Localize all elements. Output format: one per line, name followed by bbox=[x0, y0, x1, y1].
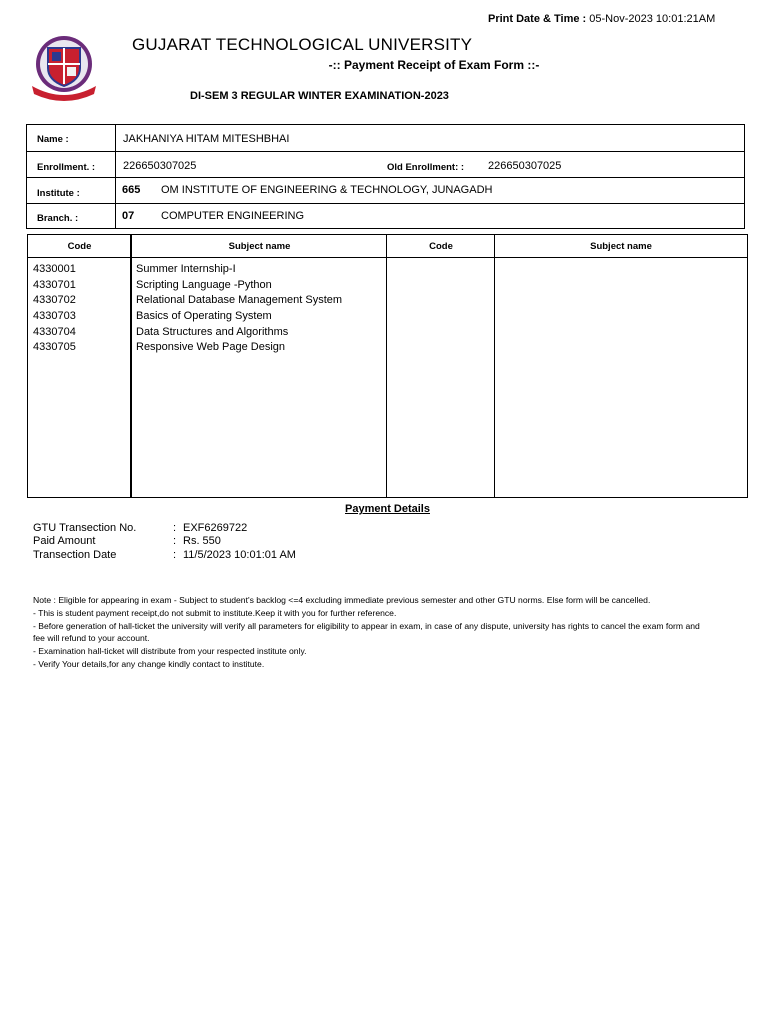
table-row bbox=[28, 294, 747, 310]
subject-name: Summer Internship-I bbox=[136, 263, 236, 275]
branch-code: 07 bbox=[122, 210, 135, 222]
receipt-title-text: -:: Payment Receipt of Exam Form ::- bbox=[328, 58, 540, 72]
print-date-value: 05-Nov-2023 10:01:21AM bbox=[589, 13, 716, 25]
subject-name: Relational Database Management System bbox=[136, 294, 343, 307]
old-enrollment-label: Old Enrollment: : bbox=[387, 162, 465, 173]
table-row bbox=[28, 263, 747, 279]
subject-name: Scripting Language -Python bbox=[136, 278, 272, 291]
subjects-table bbox=[27, 234, 748, 498]
table-header bbox=[28, 235, 747, 258]
institute-code: 665 bbox=[122, 184, 141, 196]
branch-label: Branch. : bbox=[37, 213, 79, 224]
receipt-title bbox=[0, 58, 768, 72]
table-row bbox=[28, 341, 747, 357]
subject-code: 4330705 bbox=[33, 341, 76, 354]
subject-code: 4330001 bbox=[33, 263, 76, 275]
note-item: Note : Eligible for appearing in exam - Subject to student's backlog <=4 excluding immediate previous semester and other GTU norms. Else form will be cancelled. bbox=[33, 595, 651, 605]
university-name: GUJARAT TECHNOLOGICAL UNIVERSITY bbox=[132, 35, 473, 54]
payment-details-title: Payment Details bbox=[345, 503, 430, 515]
payment-value: Rs. 550 bbox=[183, 535, 221, 547]
subject-code: 4330703 bbox=[33, 310, 76, 323]
divider bbox=[115, 152, 116, 177]
header-subject-1: Subject name bbox=[228, 241, 291, 252]
note-item: - Before generation of hall-ticket the university will verify all parameters for eligibility to appear in exam, in case of any dispute, university has rights to cancel the exam form and fee will refund to your account. bbox=[33, 620, 700, 644]
divider bbox=[115, 204, 116, 229]
subject-name: Basics of Operating System bbox=[136, 310, 272, 323]
note-item: - Verify Your details,for any change kindly contact to institute. bbox=[33, 658, 265, 669]
subject-name: Data Structures and Algorithms bbox=[136, 325, 289, 338]
institute-label: Institute : bbox=[37, 188, 80, 199]
payment-value: 11/5/2023 10:01:01 AM bbox=[183, 549, 296, 561]
branch-name: COMPUTER ENGINEERING bbox=[161, 210, 305, 222]
student-info-box bbox=[26, 124, 745, 229]
exam-title: DI-SEM 3 REGULAR WINTER EXAMINATION-2023 bbox=[190, 90, 449, 102]
divider bbox=[115, 178, 116, 203]
subject-code: 4330702 bbox=[33, 294, 76, 307]
enrollment-row bbox=[27, 152, 744, 178]
subject-name: Responsive Web Page Design bbox=[136, 341, 285, 354]
name-label: Name : bbox=[37, 134, 69, 145]
enrollment-value: 226650307025 bbox=[123, 160, 197, 172]
payment-value: EXF6269722 bbox=[183, 522, 248, 534]
table-row bbox=[28, 279, 747, 295]
divider bbox=[115, 125, 116, 151]
colon: : bbox=[173, 549, 177, 561]
payment-label: Paid Amount bbox=[33, 535, 96, 547]
note-item: - Examination hall-ticket will distribute from your respected institute only. bbox=[33, 646, 307, 657]
print-date-time bbox=[488, 13, 715, 25]
name-row bbox=[27, 125, 744, 152]
print-date-label: Print Date & Time : bbox=[488, 13, 587, 25]
payment-label: GTU Transection No. bbox=[33, 522, 137, 534]
subject-list bbox=[28, 263, 747, 357]
colon: : bbox=[173, 535, 177, 547]
table-row bbox=[28, 326, 747, 342]
colon: : bbox=[173, 522, 177, 534]
note-item: - This is student payment receipt,do not submit to institute.Keep it with you for further reference. bbox=[33, 607, 397, 618]
institute-row bbox=[27, 178, 744, 204]
enrollment-label: Enrollment. : bbox=[37, 162, 96, 173]
subject-code: 4330701 bbox=[33, 278, 76, 291]
old-enrollment-value: 226650307025 bbox=[488, 160, 562, 172]
student-name: JAKHANIYA HITAM MITESHBHAI bbox=[123, 133, 290, 145]
notes-section bbox=[33, 594, 713, 671]
header-code-1: Code bbox=[67, 241, 92, 252]
payment-label: Transection Date bbox=[33, 549, 117, 561]
subject-code: 4330704 bbox=[33, 325, 76, 338]
institute-name: OM INSTITUTE OF ENGINEERING & TECHNOLOGY, JUNAGADH bbox=[161, 184, 493, 196]
header-code-2: Code bbox=[429, 241, 453, 252]
header-subject-2: Subject name bbox=[590, 241, 652, 252]
table-row bbox=[28, 310, 747, 326]
branch-row bbox=[27, 204, 744, 229]
